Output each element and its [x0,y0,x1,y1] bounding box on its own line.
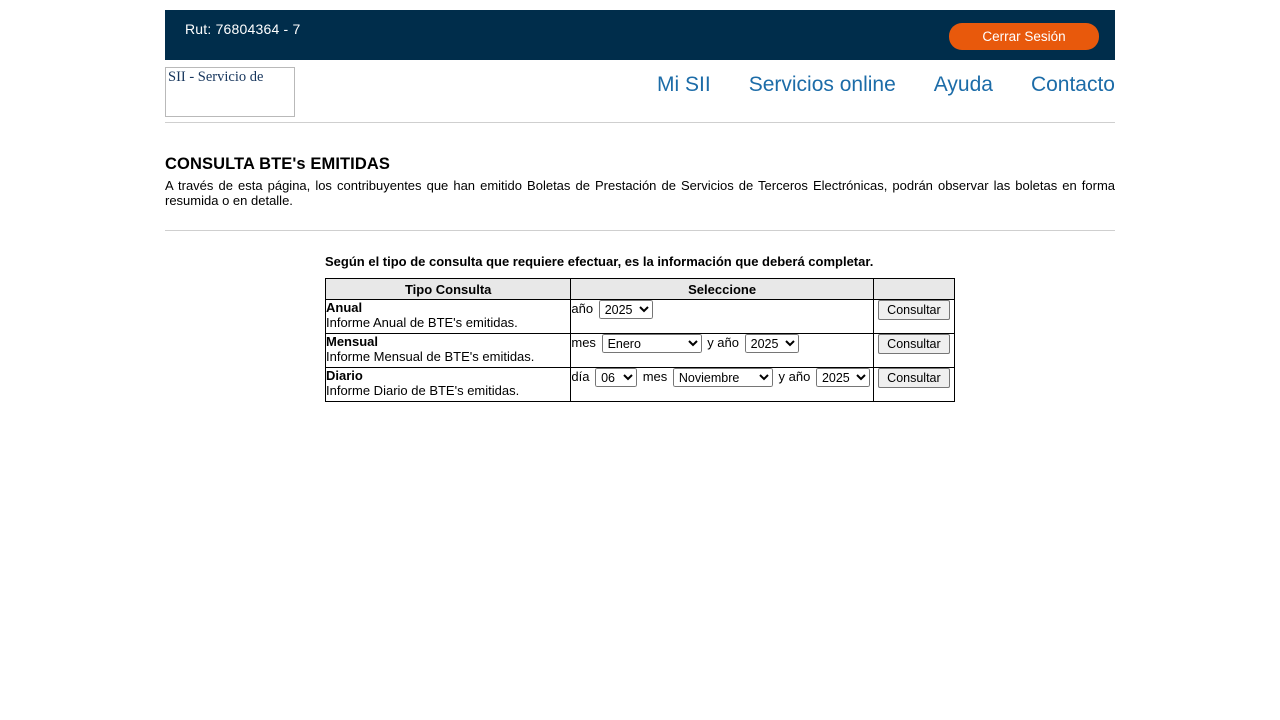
nav-item-servicios-online[interactable]: Servicios online [748,73,896,96]
label-anio-diario: y año [778,368,811,384]
label-anio-mensual: y año [707,334,739,350]
row-desc-diario: Informe Diario de BTE's emitidas. [326,383,520,398]
consultar-button-diario[interactable]: Consultar [878,368,950,388]
cell-tipo-anual [326,300,571,334]
label-anio-anual: año [571,300,594,316]
intro-block [165,155,1115,208]
row-desc-anual: Informe Anual de BTE's emitidas. [326,315,518,330]
cell-seleccione-anual [571,300,873,334]
cell-seleccione-diario [571,368,873,402]
cell-accion-mensual [873,334,954,368]
nav-item-contacto[interactable]: Contacto [1030,73,1115,96]
cell-accion-diario [873,368,954,402]
page-description: A través de esta página, los contribuyentes que han emitido Boletas de Prestación de Servicios de Terceros Electrónicas, podrán observar las boletas en forma resumida o en detalle. [165,178,1115,208]
nav-item-ayuda[interactable]: Ayuda [933,73,993,96]
column-header-tipo-consulta: Tipo Consulta [326,279,571,300]
select-mes-mensual[interactable] [602,334,702,353]
table-row-mensual [326,334,955,368]
column-header-seleccione: Seleccione [571,279,873,300]
select-anio-mensual[interactable] [745,334,799,353]
table-row-anual [326,300,955,334]
page-title: CONSULTA BTE's EMITIDAS [165,155,391,173]
row-title-diario: Diario [326,368,363,383]
cell-tipo-diario [326,368,571,402]
nav-item-mi-sii[interactable]: Mi SII [657,73,711,96]
select-anio-anual[interactable] [599,300,653,319]
consulta-table [325,278,955,402]
table-row-diario [326,368,955,402]
row-desc-mensual: Informe Mensual de BTE's emitidas. [326,349,535,364]
horizontal-divider [165,230,1115,231]
cell-tipo-mensual [326,334,571,368]
consultar-button-mensual[interactable]: Consultar [878,334,950,354]
cell-accion-anual [873,300,954,334]
consultar-button-anual[interactable]: Consultar [878,300,950,320]
logo-alt-text: SII - Servicio de [168,69,264,85]
row-title-anual: Anual [326,300,363,315]
table-header-row [326,279,955,300]
sii-logo-broken-image[interactable] [165,67,295,117]
select-mes-diario[interactable] [673,368,773,387]
select-anio-diario[interactable] [816,368,870,387]
main-navigation [657,73,1115,97]
top-bar [165,10,1115,60]
form-lead-text: Según el tipo de consulta que requiere efectuar, es la información que deberá completar. [325,254,874,269]
label-mes-diario: mes [642,368,668,384]
label-mes-mensual: mes [571,334,596,350]
select-dia-diario[interactable] [595,368,637,387]
site-header [165,60,1115,123]
row-title-mensual: Mensual [326,334,379,349]
column-header-accion [873,279,954,300]
label-dia-diario: día [571,368,590,384]
query-form-area [325,254,955,402]
rut-label: Rut: 76804364 - 7 [185,21,301,37]
cell-seleccione-mensual [571,334,873,368]
logout-button[interactable]: Cerrar Sesión [949,23,1099,50]
